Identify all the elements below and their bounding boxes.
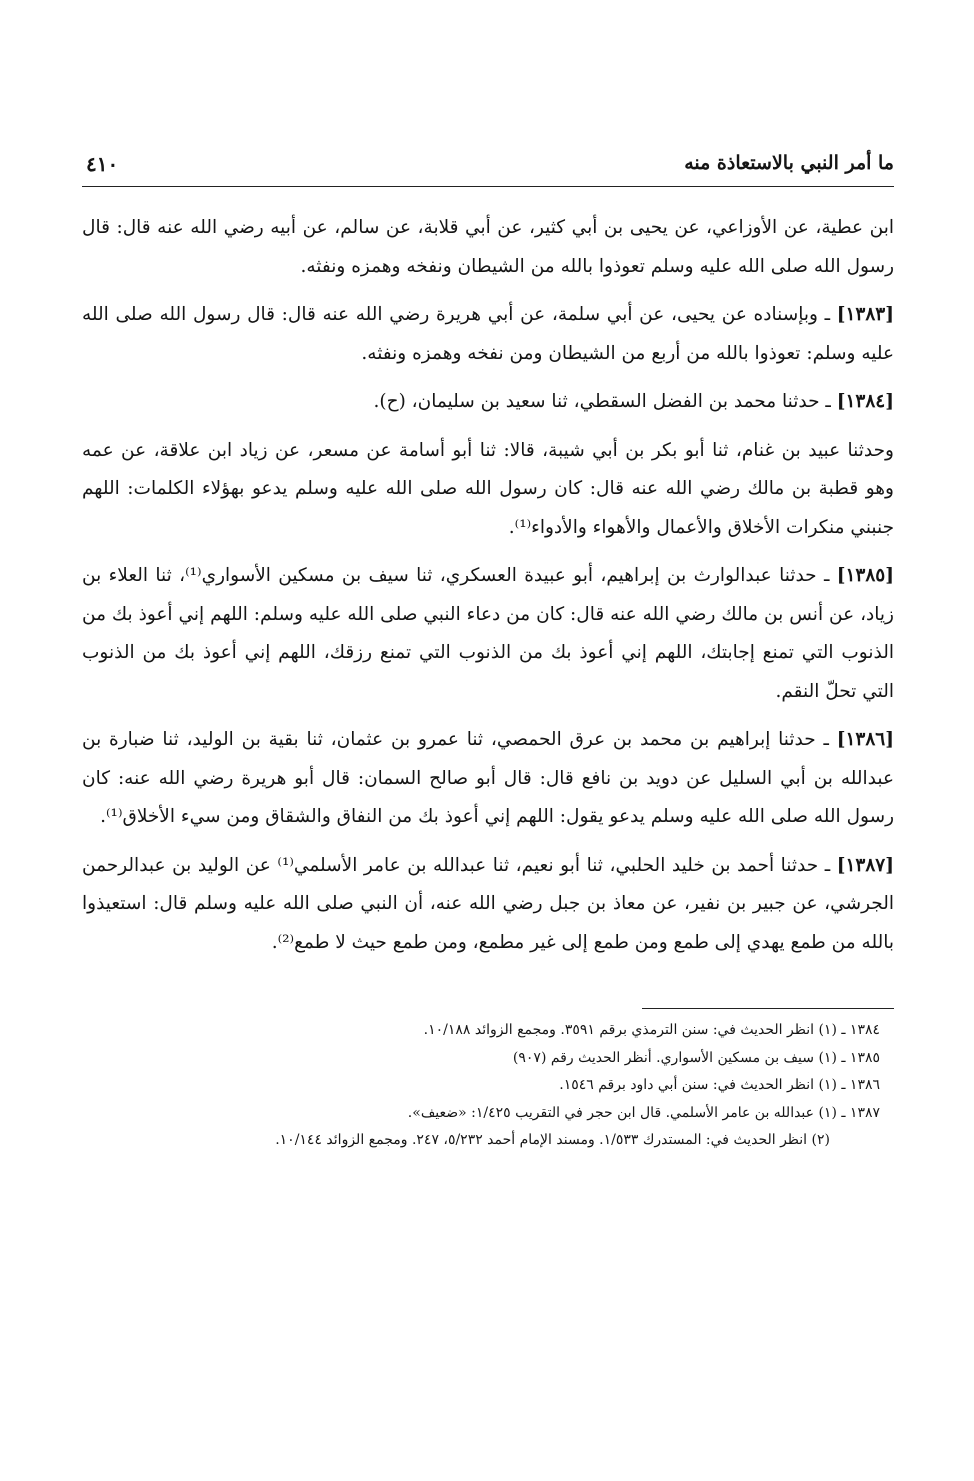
paragraph-text: ـ حدثنا أحمد بن خليد الحلبي، ثنا أبو نعيم، ثنا عبدالله بن عامر الأسلمي⁽¹⁾ عن الوليد بن عبدالرحمن الجرشي، عن جبير بن نفير، عن معاذ بن جبل رضي الله عنه، أن النبي صلى الله عليه وسلم قال: استعيذوا بالله من طمع يهدي إلى طمع ومن طمع إلى غير مطمع، ومن طمع حيث لا طمع⁽²⁾. [82, 854, 894, 953]
hadith-number: [١٣٨٦] [836, 729, 894, 750]
footnote-separator [642, 1008, 894, 1009]
paragraph-text: وحدثنا عبيد بن غنام، ثنا أبو بكر بن أبي شيبة، قالا: ثنا أبو أسامة عن مسعر، عن زياد ابن علاقة، عن عمه وهو قطبة بن مالك رضي الله عنه قال: كان رسول الله صلى الله عليه وسلم يدعو بهؤلاء الكلمات: اللهم جنبني منكرات الأخلاق والأعمال والأهواء والأدواء⁽¹⁾. [82, 439, 894, 538]
hadith-number: [١٣٨٥] [836, 565, 894, 586]
footnote: ١٣٨٥ ـ (١) سيف بن مسكين الأسواري. أنظر الحديث رقم (٩٠٧) [512, 1049, 880, 1066]
hadith-1384 [82, 383, 894, 422]
hadith-1385 [82, 557, 894, 711]
paragraph-text: ـ حدثنا محمد بن الفضل السقطي، ثنا سعيد بن سليمان، (ح). [373, 391, 837, 412]
paragraph [82, 432, 894, 548]
footnote: ١٣٨٧ ـ (١) عبدالله بن عامر الأسلمي. قال ابن حجر في التقريب ١/٤٢٥: «ضعيف». [407, 1104, 880, 1121]
hadith-1387 [82, 847, 894, 963]
hadith-number: [١٣٨٧] [836, 854, 894, 876]
footnote: ١٣٨٤ ـ (١) انظر الحديث في: سنن الترمذي برقم ٣٥٩١. ومجمع الزوائد ١٠/١٨٨. [423, 1022, 880, 1038]
running-title: ما أمر النبي بالاستعاذة منه [684, 152, 894, 174]
paragraph-text: ـ حدثنا عبدالوارث بن إبراهيم، أبو عبيدة العسكري، ثنا سيف بن مسكين الأسواري⁽¹⁾، ثنا العلاء بن زياد، عن أنس بن مالك رضي الله عنه قال: كان من دعاء النبي صلى الله عليه وسلم: اللهم إني أعوذ بك من الذنوب التي تمنع إجابتك، اللهم إني أعوذ بك من الذنوب التي تمنع رزقك، اللهم إني أعوذ بك من الذنوب التي تحلّ النقم. [82, 565, 894, 702]
running-header [82, 150, 894, 187]
paragraph-text: ابن عطية، عن الأوزاعي، عن يحيى بن أبي كثير، عن أبي قلابة، عن سالم، عن أبيه رضي الله عنه قال: قال رسول الله صلى الله عليه وسلم تعوذوا بالله من الشيطان ونفخه وهمزه ونفثه. [82, 217, 894, 277]
hadith-number: [١٣٨٤] [836, 391, 894, 412]
paragraph [82, 209, 894, 286]
footnote: ١٣٨٦ ـ (١) انظر الحديث في: سنن أبي داود برقم ١٥٤٦. [559, 1077, 880, 1093]
footnote: (٢) انظر الحديث في: المستدرك ١/٥٣٣. ومسند الإمام أحمد ٥/٢٣٢، ٢٤٧. ومجمع الزوائد ١٠/١٤٤. [275, 1132, 830, 1148]
body-text [82, 209, 894, 962]
book-page [82, 150, 894, 1155]
footnotes [82, 1008, 894, 1155]
hadith-number: [١٣٨٣] [836, 304, 894, 325]
hadith-1383 [82, 296, 894, 373]
page-number: ٤١٠ [86, 152, 119, 176]
paragraph-text: ـ حدثنا إبراهيم بن محمد بن عرق الحمصي، ثنا عمرو بن عثمان، ثنا بقية بن الوليد، ثنا ضبارة بن عبدالله بن أبي السليل عن دويد بن نافع قال: قال أبو صالح السمان: قال أبو هريرة رضي الله عنه: كان رسول الله صلى الله عليه وسلم يدعو يقول: اللهم إني أعوذ بك من النفاق والشقاق ومن سيء الأخلاق⁽¹⁾. [82, 729, 894, 827]
hadith-1386 [82, 721, 894, 837]
paragraph-text: ـ وبإسناده عن يحيى، عن أبي سلمة، عن أبي هريرة رضي الله عنه قال: قال رسول الله صلى الله عليه وسلم: تعوذوا بالله من أربع من الشيطان ومن نفخه وهمزه ونفثه. [82, 304, 894, 364]
